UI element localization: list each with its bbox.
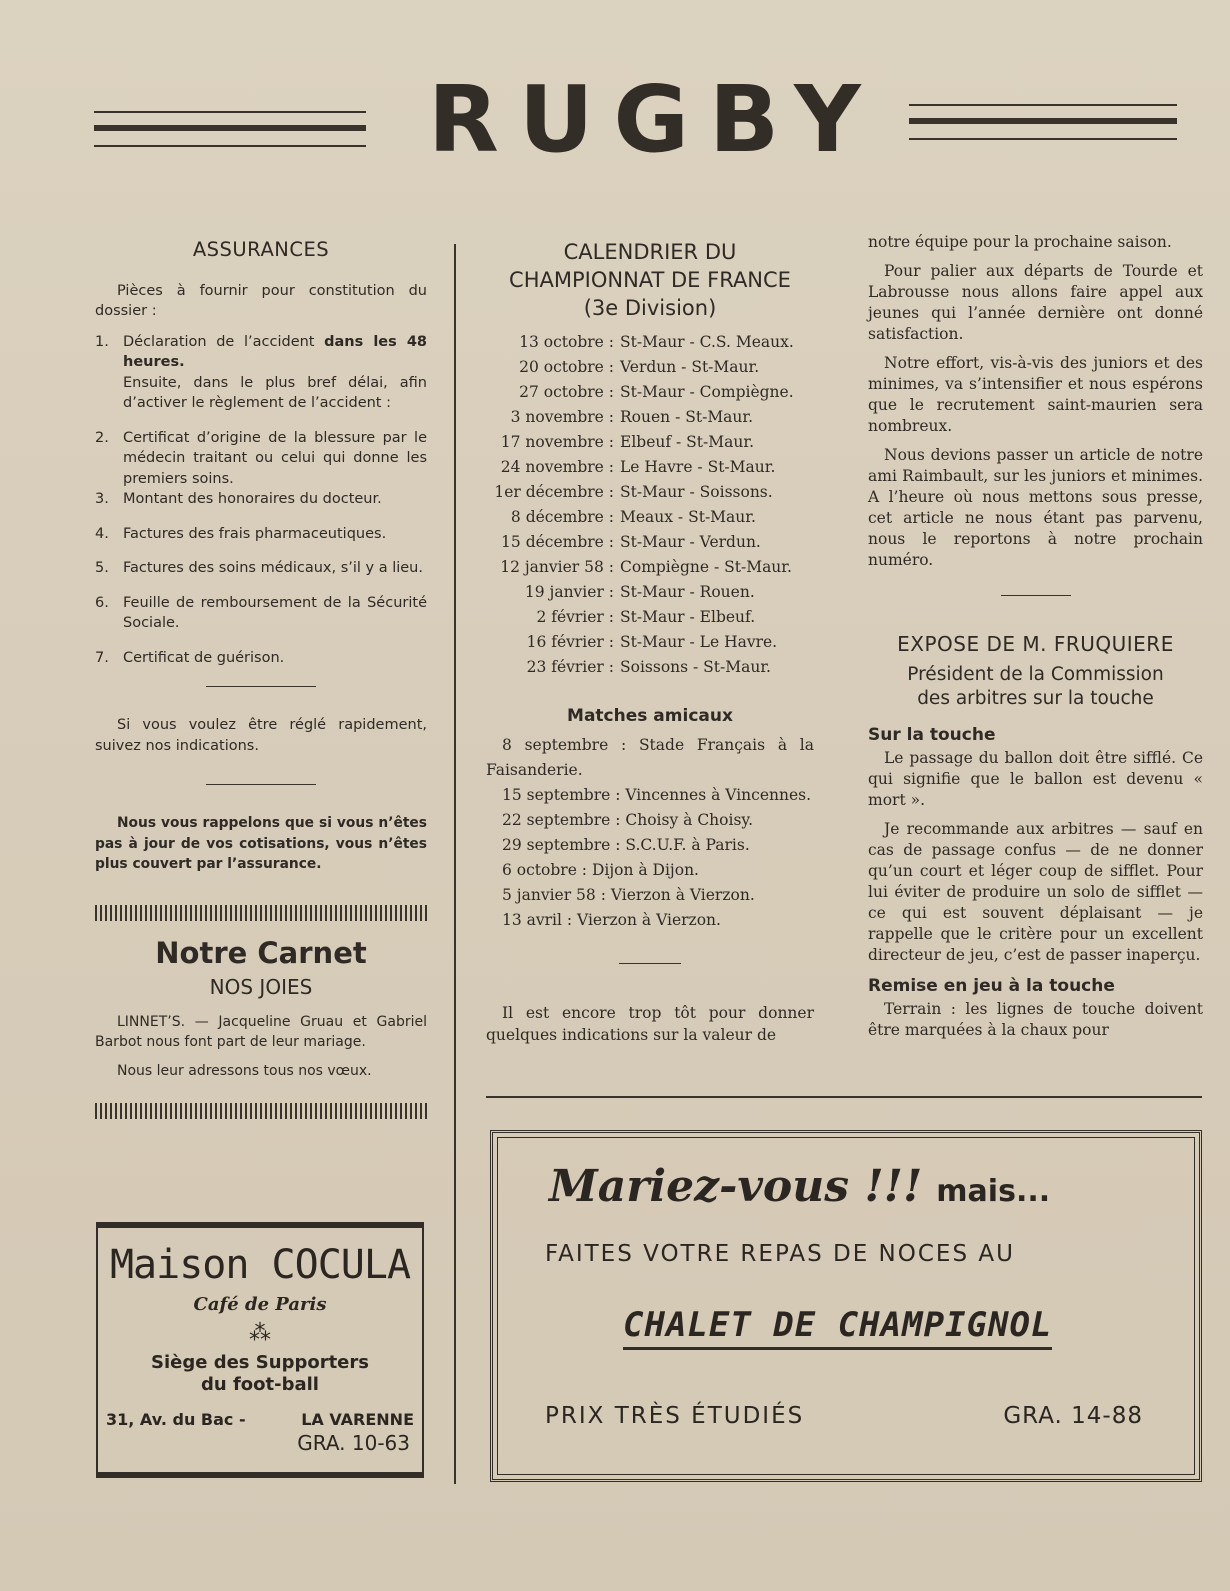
assurances-heading: ASSURANCES [192, 238, 330, 261]
schedule-row: 1er décembre : St-Maur - Soissons. [494, 483, 773, 501]
schedule-row: 8 décembre : Meaux - St-Maur. [510, 508, 756, 526]
cocula-cafe: Café de Paris [193, 1294, 327, 1315]
schedule-row: 17 novembre : Elbeuf - St-Maur. [500, 433, 754, 451]
expose-subheading: Président de la Commission des arbitres sur la touche [907, 664, 1164, 709]
friendly-row: 22 septembre : Choisy à Choisy. [502, 811, 754, 829]
list-item: 3. Montant des honoraires du docteur. [95, 491, 382, 507]
championship-schedule [486, 330, 814, 680]
decorative-barcode-rule [95, 1103, 427, 1119]
right-ornament-rules [909, 104, 1177, 140]
list-item: 2. Certificat d’origine de la blessure par le médecin traitant ou celui qui donne les premiers soins. [95, 429, 427, 487]
friendly-row: 15 septembre : Vincennes à Vincennes. [502, 786, 812, 804]
article-paragraph: notre équipe pour la prochaine saison. [868, 233, 1172, 251]
article-column [868, 232, 1203, 1049]
list-item: 6. Feuille de remboursement de la Sécurité Sociale. [95, 594, 427, 631]
calendar-heading: CALENDRIER DU CHAMPIONNAT DE FRANCE (3e Division) [509, 240, 791, 320]
section-divider [206, 686, 316, 687]
ad-tagline: FAITES VOTRE REPAS DE NOCES AU [545, 1241, 1015, 1267]
page-title: RUGBY [428, 66, 881, 173]
article-paragraph: Pour palier aux départs de Tourde et Labrousse nous allons faire appel aux jeunes qui l’année dernière ont donné satisfaction. [868, 262, 1203, 343]
left-ornament-rules [94, 111, 366, 147]
ad-price: PRIX TRÈS ÉTUDIÉS [545, 1403, 805, 1429]
assurances-advice: Si vous voulez être réglé rapidement, suivez nos indications. [95, 717, 427, 754]
article-paragraph: Nous devions passer un article de notre ami Raimbault, sur les juniors et minimes. A l’heure où nous mettons sous presse, cet article ne nous étant pas parvenu, nous le reportons à notre prochain numéro. [868, 446, 1203, 569]
cocula-phone: GRA. 10-63 [297, 1431, 410, 1455]
schedule-row: 16 février : St-Maur - Le Havre. [526, 633, 778, 651]
list-item: 4. Factures des frais pharmaceutiques. [95, 525, 387, 542]
friendly-row: 8 septembre : Stade Français à la Faisanderie. [486, 736, 814, 779]
schedule-row: 24 novembre : Le Havre - St-Maur. [500, 458, 776, 476]
ad-headline: Mariez-vous !!! mais... [549, 1161, 1051, 1212]
horizontal-divider [486, 1096, 1202, 1098]
article-paragraph: Notre effort, vis-à-vis des juniors et des minimes, va s’intensifier et nous espérons que le recrutement saint-maurien sera nombreux. [868, 354, 1203, 435]
schedule-row: 27 octobre : St-Maur - Compiègne. [519, 383, 794, 401]
friendlies-list [486, 733, 814, 933]
cocula-address: 31, Av. du Bac - LA VARENNE [106, 1410, 414, 1429]
friendly-row: 13 avril : Vierzon à Vierzon. [502, 911, 721, 929]
article-paragraph: Je recommande aux arbitres — sauf en cas de passage confus — de ne donner qu’un court et léger coup de sifflet. Pour lui éviter de produire un solo de sifflet — ce qui est souvent déplaisant — je rappelle que le critère pour un excellent directeur de jeu, c’est de passer inaperçu. [868, 820, 1203, 964]
column-divider [454, 244, 456, 1484]
schedule-row: 12 janvier 58 : Compiègne - St-Maur. [500, 558, 792, 576]
carnet-wishes: Nous leur adressons tous nos vœux. [117, 1062, 372, 1079]
ad-phone: GRA. 14-88 [1003, 1403, 1143, 1429]
article-paragraph: Terrain : les lignes de touche doivent être marquées à la chaux pour [868, 1000, 1203, 1039]
list-item: 7. Certificat de guérison. [95, 649, 285, 666]
documents-list [95, 332, 427, 669]
friendly-row: 29 septembre : S.C.U.F. à Paris. [502, 836, 750, 854]
assurances-reminder: Nous vous rappelons que si vous n’êtes pas à jour de vos cotisations, vous n’êtes plus couvert par l’assurance. [95, 815, 427, 872]
carnet-subheading: NOS JOIES [209, 975, 313, 999]
schedule-row: 3 novembre : Rouen - St-Maur. [510, 408, 754, 426]
schedule-row: 13 octobre : St-Maur - C.S. Meaux. [519, 333, 794, 351]
schedule-row: 15 décembre : St-Maur - Verdun. [501, 533, 761, 551]
section-divider [1001, 595, 1071, 596]
schedule-row: 20 octobre : Verdun - St-Maur. [519, 358, 760, 376]
calendar-column [486, 238, 814, 1046]
schedule-row: 23 février : Soissons - St-Maur. [526, 658, 771, 676]
cocula-advertisement [96, 1222, 424, 1478]
schedule-row: 19 janvier : St-Maur - Rouen. [524, 583, 755, 601]
section-divider [619, 963, 681, 964]
calendar-outro: Il est encore trop tôt pour donner quelques indications sur la valeur de [486, 1004, 814, 1044]
expose-heading: EXPOSE DE M. FRUQUIERE [897, 632, 1174, 656]
chalet-advertisement [490, 1130, 1202, 1482]
carnet-heading: Notre Carnet [155, 935, 367, 970]
cocula-siege: Siège des Supporters du foot-ball [151, 1352, 369, 1395]
remise-heading: Remise en jeu à la touche [868, 976, 1115, 996]
section-divider [206, 784, 316, 785]
cocula-name: Maison COCULA [109, 1242, 411, 1288]
clover-icon: ⁂ [249, 1321, 271, 1346]
friendly-row: 5 janvier 58 : Vierzon à Vierzon. [502, 886, 755, 904]
list-item: 1. Déclaration de l’accident dans les 48 heures. Ensuite, dans le plus bref délai, afin d’activer le règlement de l’accident : [95, 333, 428, 411]
assurances-column [95, 240, 427, 1119]
list-item: 5. Factures des soins médicaux, s’il y a lieu. [95, 560, 423, 576]
article-paragraph: Le passage du ballon doit être sifflé. Ce qui signifie que le ballon est devenu « mort ». [868, 749, 1203, 809]
decorative-barcode-rule [95, 905, 427, 921]
carnet-announcement: LINNET’S. — Jacqueline Gruau et Gabriel Barbot nous font part de leur mariage. [95, 1013, 427, 1050]
friendly-row: 6 octobre : Dijon à Dijon. [502, 861, 699, 879]
assurances-intro: Pièces à fournir pour constitution du dossier : [95, 282, 427, 319]
touche-heading: Sur la touche [868, 725, 996, 745]
friendlies-heading: Matches amicaux [567, 706, 733, 726]
schedule-row: 2 février : St-Maur - Elbeuf. [536, 608, 756, 626]
ad-venue: CHALET DE CHAMPIGNOL [623, 1305, 1052, 1350]
